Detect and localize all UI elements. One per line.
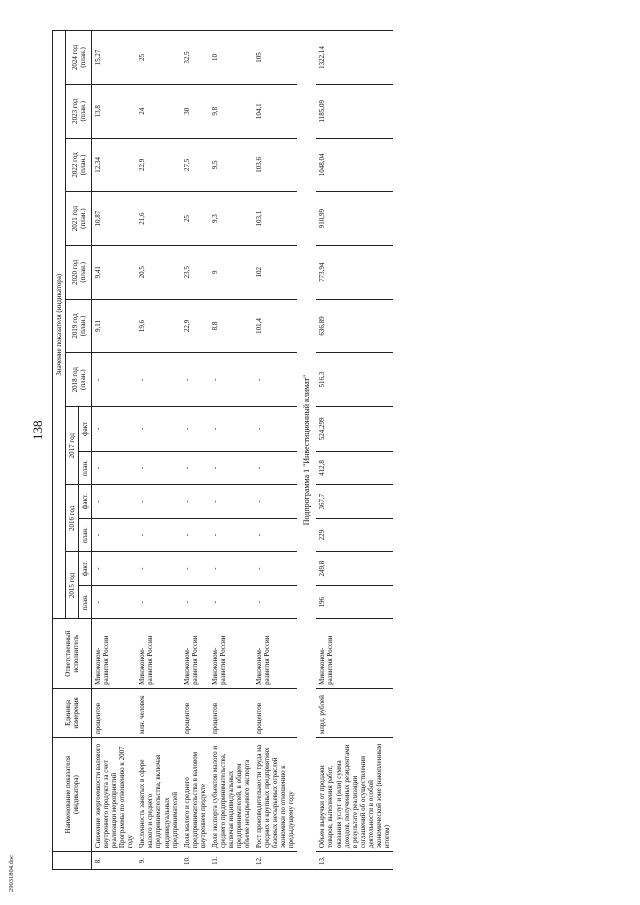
- subprogram-row: [297, 31, 316, 870]
- value-cell: 524,299: [316, 407, 392, 452]
- value-cell: 9,3: [209, 192, 253, 246]
- header-year: 2017 год: [66, 407, 79, 485]
- indicator-name: Доля малого и среднего предпринимательства в валовом внутреннем продукте: [181, 738, 209, 852]
- value-cell: 103,1: [253, 192, 297, 246]
- table-row: [209, 31, 253, 870]
- indicator-name: Рост производительности труда на средних и крупных предприятиях базовых несырьевых отраслей экономики по отношению к предыдущему году: [253, 738, 297, 852]
- header-plan-year: 2023 год (план.): [66, 84, 92, 138]
- value-cell: 8,8: [209, 299, 253, 353]
- value-cell: 1048,04: [316, 138, 392, 192]
- unit: процентов: [209, 688, 253, 737]
- executor: Минэконом-развития России: [209, 619, 253, 688]
- header-row: [53, 31, 66, 870]
- value-cell: -: [181, 585, 209, 619]
- unit: процентов: [181, 688, 209, 737]
- header-subyear: план.: [79, 451, 92, 485]
- value-cell: 25: [136, 31, 180, 85]
- header-plan-year: 2018 год (план.): [66, 353, 92, 407]
- value-cell: -: [209, 353, 253, 407]
- value-cell: -: [92, 552, 137, 586]
- value-cell: 9,41: [92, 245, 137, 299]
- value-cell: 9: [209, 245, 253, 299]
- value-cell: 32,5: [181, 31, 209, 85]
- value-cell: 773,94: [316, 245, 392, 299]
- table-row: [253, 31, 297, 870]
- value-cell: 13,8: [92, 84, 137, 138]
- executor: Минэконом-развития России: [181, 619, 209, 688]
- value-cell: 9,11: [92, 299, 137, 353]
- value-cell: -: [181, 552, 209, 586]
- value-cell: 24: [136, 84, 180, 138]
- value-cell: 103,6: [253, 138, 297, 192]
- indicator-name: Снижение энергоемкости валового внутреннего продукта за счет реализации мероприятий Программы по отношению к 2007 году: [92, 738, 137, 852]
- value-cell: -: [209, 552, 253, 586]
- value-cell: 101,4: [253, 299, 297, 353]
- header-subyear: план.: [79, 518, 92, 552]
- value-cell: 20,5: [136, 245, 180, 299]
- header-values-group: Значение показателя (индикатора): [53, 31, 66, 619]
- header-unit: Единица измерения: [53, 688, 92, 737]
- value-cell: 30: [181, 84, 209, 138]
- header-subyear: факт.: [79, 485, 92, 519]
- value-cell: 636,89: [316, 299, 392, 353]
- value-cell: -: [209, 485, 253, 519]
- header-plan-year: 2021 год (план.): [66, 192, 92, 246]
- executor: Минэконом-развития России: [136, 619, 180, 688]
- value-cell: 9,8: [209, 84, 253, 138]
- table-row: [136, 31, 180, 870]
- unit: млрд. рублей: [316, 688, 392, 737]
- value-cell: -: [253, 407, 297, 452]
- value-cell: 104,1: [253, 84, 297, 138]
- value-cell: 105: [253, 31, 297, 85]
- executor: Минэконом-развития России: [92, 619, 137, 688]
- value-cell: 249,8: [316, 552, 392, 586]
- value-cell: -: [136, 353, 180, 407]
- table-header: [53, 31, 92, 870]
- indicator-name: Численность занятых в сфере малого и среднего предпринимательства, включая индивидуальных предпринимателей: [136, 738, 180, 852]
- row-number: 8.: [92, 852, 137, 870]
- value-cell: 22,9: [136, 138, 180, 192]
- value-cell: 10: [209, 31, 253, 85]
- value-cell: -: [209, 451, 253, 485]
- table-row: [92, 31, 137, 870]
- rotated-page-content: [52, 30, 612, 870]
- value-cell: -: [253, 552, 297, 586]
- value-cell: -: [253, 353, 297, 407]
- value-cell: -: [181, 451, 209, 485]
- row-number: 13.: [316, 852, 392, 870]
- table-row: [316, 31, 392, 870]
- value-cell: -: [209, 585, 253, 619]
- header-year: 2015 год: [66, 552, 79, 619]
- value-cell: -: [181, 485, 209, 519]
- value-cell: -: [92, 407, 137, 452]
- header-year: 2016 год: [66, 485, 79, 552]
- header-plan-year: 2020 год (план.): [66, 245, 92, 299]
- header-name: Наименование показателя (индикатора): [53, 738, 92, 852]
- value-cell: 1185,09: [316, 84, 392, 138]
- row-number: 10.: [181, 852, 209, 870]
- executor: Минэконом-развития России: [253, 619, 297, 688]
- value-cell: 27,5: [181, 138, 209, 192]
- value-cell: 21,6: [136, 192, 180, 246]
- header-plan-year: 2024 год (план.): [66, 31, 92, 85]
- value-cell: -: [92, 353, 137, 407]
- indicator-name: Доля экспорта субъектов малого и среднего предпринимательства, включая индивидуальных предпринимателей, в общем объеме несырьевого экспорта: [209, 738, 253, 852]
- value-cell: 102: [253, 245, 297, 299]
- value-cell: 19,6: [136, 299, 180, 353]
- row-number: 11.: [209, 852, 253, 870]
- page-number: 138: [30, 420, 45, 440]
- value-cell: -: [253, 451, 297, 485]
- subprogram-heading: Подпрограмма 1 "Инвестиционный климат": [297, 31, 316, 870]
- value-cell: -: [136, 407, 180, 452]
- value-cell: -: [92, 585, 137, 619]
- value-cell: 196: [316, 585, 392, 619]
- header-num-cell: [53, 852, 92, 870]
- value-cell: -: [181, 518, 209, 552]
- header-subyear: план.: [79, 585, 92, 619]
- unit: процентов: [92, 688, 137, 737]
- value-cell: -: [92, 485, 137, 519]
- value-cell: -: [136, 552, 180, 586]
- value-cell: -: [136, 451, 180, 485]
- value-cell: 1322,14: [316, 31, 392, 85]
- value-cell: -: [181, 407, 209, 452]
- value-cell: 516,3: [316, 353, 392, 407]
- header-plan-year: 2019 год (план.): [66, 299, 92, 353]
- table-body: [92, 31, 393, 870]
- value-cell: 412,8: [316, 451, 392, 485]
- header-subyear: факт: [79, 407, 92, 452]
- value-cell: 23,5: [181, 245, 209, 299]
- row-number: 12.: [253, 852, 297, 870]
- indicators-table: [52, 30, 393, 870]
- header-executor: Ответственный исполнитель: [53, 619, 92, 688]
- row-number: 9.: [136, 852, 180, 870]
- footer-filename: 29031804.doc: [8, 854, 15, 892]
- value-cell: 12,34: [92, 138, 137, 192]
- value-cell: -: [92, 451, 137, 485]
- value-cell: -: [136, 518, 180, 552]
- value-cell: -: [181, 353, 209, 407]
- value-cell: -: [136, 585, 180, 619]
- value-cell: 15,27: [92, 31, 137, 85]
- header-plan-year: 2022 год (план.): [66, 138, 92, 192]
- indicator-name: Объем выручки от продажи товаров, выполнения работ, оказания услуг и (или) сумма доходов, полученных резидентами в результате реализации соглашений об осуществлении деятельности в особой экономической зоне (накопленным итогом): [316, 738, 392, 852]
- value-cell: -: [92, 518, 137, 552]
- value-cell: 367,7: [316, 485, 392, 519]
- value-cell: -: [209, 518, 253, 552]
- value-cell: -: [209, 407, 253, 452]
- value-cell: 910,99: [316, 192, 392, 246]
- value-cell: 9,5: [209, 138, 253, 192]
- value-cell: 25: [181, 192, 209, 246]
- table-row: [181, 31, 209, 870]
- value-cell: -: [136, 485, 180, 519]
- unit: млн. человек: [136, 688, 180, 737]
- value-cell: -: [253, 485, 297, 519]
- value-cell: 229: [316, 518, 392, 552]
- unit: процентов: [253, 688, 297, 737]
- header-subyear: факт.: [79, 552, 92, 586]
- value-cell: -: [253, 585, 297, 619]
- executor: Минэконом-развития России: [316, 619, 392, 688]
- value-cell: 22,9: [181, 299, 209, 353]
- value-cell: 10,87: [92, 192, 137, 246]
- value-cell: -: [253, 518, 297, 552]
